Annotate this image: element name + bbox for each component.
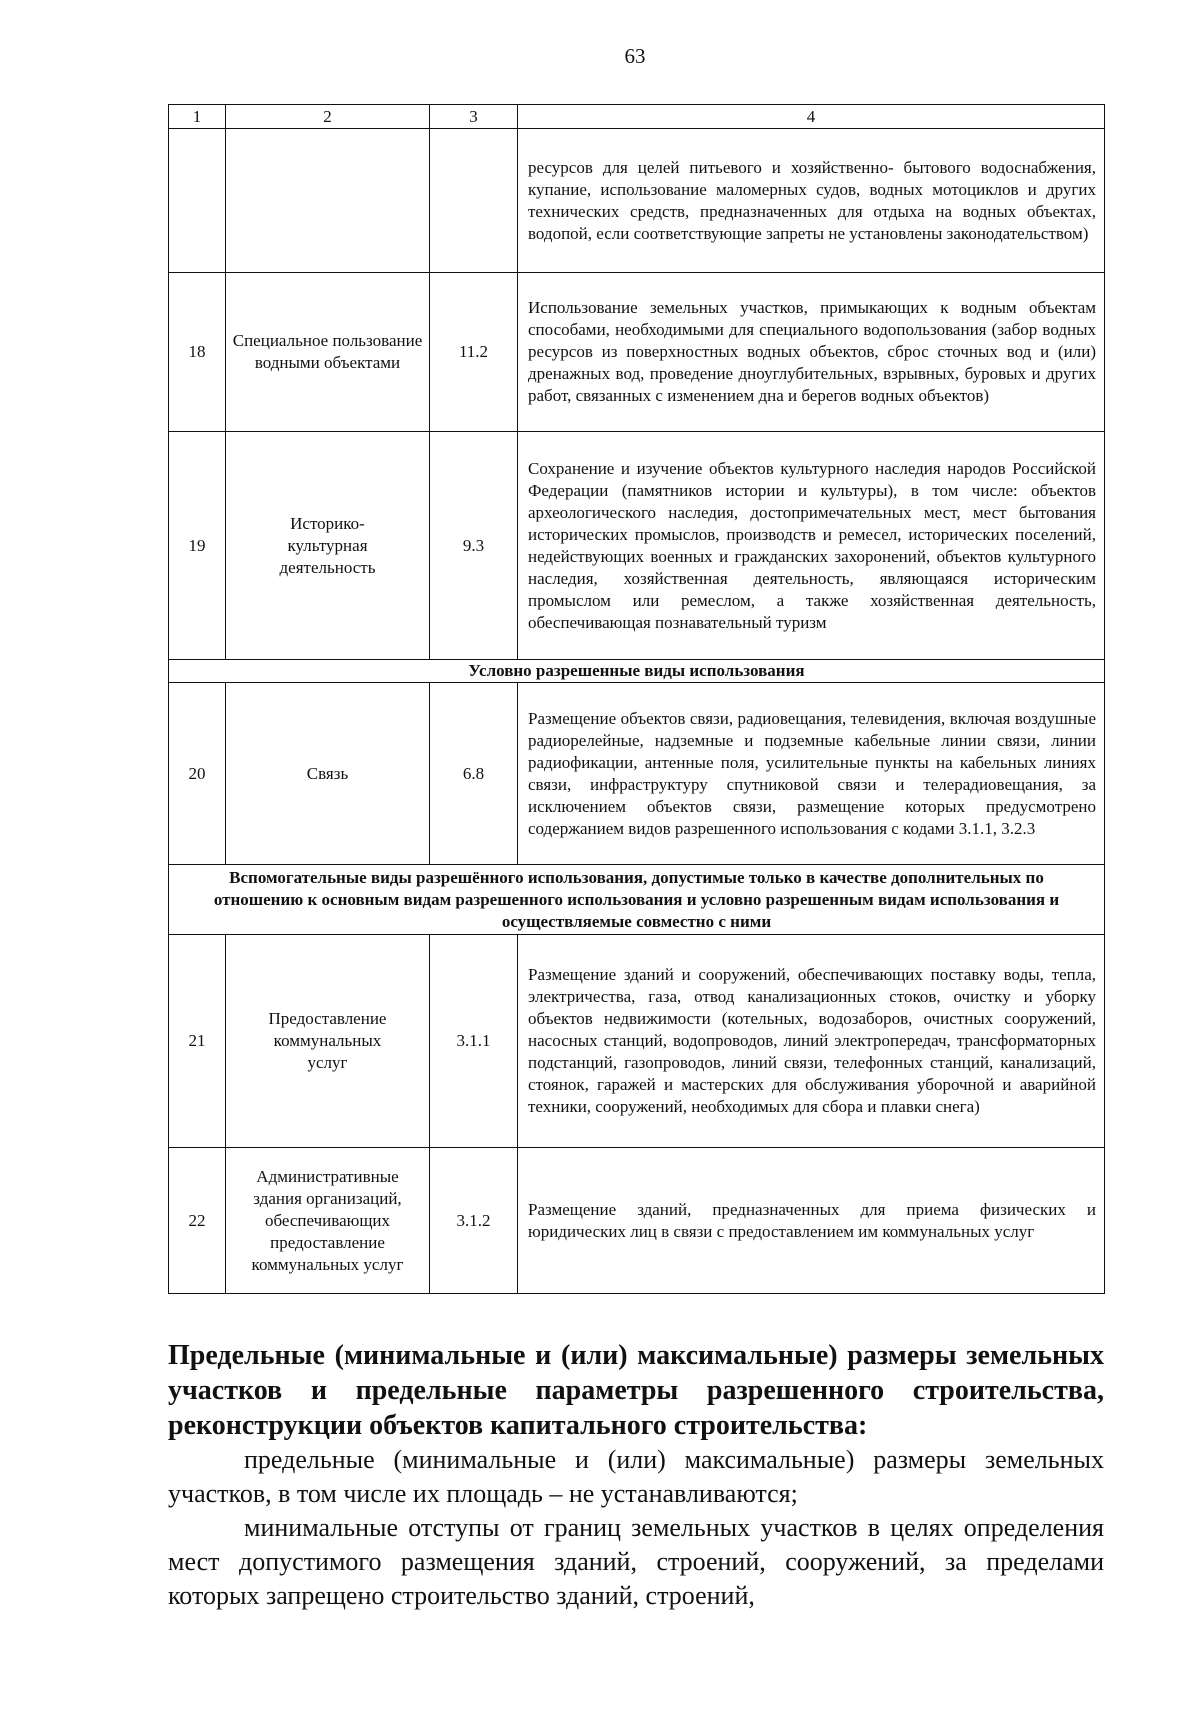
cell-name: Специальное пользование водными объектами — [226, 273, 430, 432]
cell-description: ресурсов для целей питьевого и хозяйственно- бытового водоснабжения, купание, использование маломерных судов, водных мотоциклов и других технических средств, предназначенных для отдыха на водных объектах, водопой, если соответствующие запреты не установлены законодательством) — [518, 129, 1105, 273]
cell-code: 3.1.2 — [430, 1148, 518, 1294]
cell-description: Размещение объектов связи, радиовещания, телевидения, включая воздушные радиорелейные, надземные и подземные кабельные линии связи, линии радиофикации, антенные поля, усилительные пункты на кабельных линиях связи, инфраструктуру спутниковой связи и телерадиовещания, за исключением объектов связи, размещение которых предусмотрено содержанием видов разрешенного использования с кодами 3.1.1, 3.2.3 — [518, 683, 1105, 865]
cell-description: Сохранение и изучение объектов культурного наследия народов Российской Федерации (памятников истории и культуры), в том числе: объектов археологического наследия, достопримечательных мест, мест бытования исторических промыслов, производств и ремесел, исторических поселений, недействующих военных и гражданских захоронений, объектов культурного наследия, хозяйственная деятельность, являющаяся историческим промыслом или ремеслом, а также хозяйственная деятельность, обеспечивающая познавательный туризм — [518, 432, 1105, 660]
column-header: 4 — [518, 105, 1105, 129]
cell-num: 18 — [169, 273, 226, 432]
cell-description: Размещение зданий, предназначенных для приема физических и юридических лиц в связи с предоставлением им коммунальных услуг — [518, 1148, 1105, 1294]
table-row-continuation — [169, 129, 1105, 273]
table-row — [169, 432, 1105, 660]
paragraph: минимальные отступы от границ земельных участков в целях определения мест допустимого размещения зданий, строений, сооружений, за пределами которых запрещено строительство зданий, строений, — [168, 1513, 1104, 1610]
section-heading-parameters: Предельные (минимальные и (или) максимальные) размеры земельных участков и предельные параметры разрешенного строительства, реконструкции объектов капитального строительства: — [168, 1340, 1104, 1441]
cell-description: Размещение зданий и сооружений, обеспечивающих поставку воды, тепла, электричества, газа, отвод канализационных стоков, очистку и уборку объектов недвижимости (котельных, водозаборов, очистных сооружений, насосных станций, водопроводов, линий электропередач, трансформаторных подстанций, газопроводов, линий связи, телефонных станций, канализаций, стоянок, гаражей и мастерских для обслуживания уборочной и аварийной техники, сооружений, необходимых для сбора и плавки снега) — [518, 935, 1105, 1148]
table-row — [169, 1148, 1105, 1294]
table-row — [169, 273, 1105, 432]
section-heading-auxiliary: Вспомогательные виды разрешённого использования, допустимые только в качестве дополнительных по отношению к основным видам разрешенного использования и условно разрешенным видам использования и осуществляемые совместно с ними — [169, 865, 1105, 935]
cell-name: Предоставление коммунальных услуг — [226, 935, 430, 1148]
cell-name: Связь — [226, 683, 430, 865]
cell-description: Использование земельных участков, примыкающих к водным объектам способами, необходимыми для специального водопользования (забор водных ресурсов из поверхностных водных объектов, сброс сточных вод и (или) дренажных вод, проведение дноуглубительных, взрывных, буровых и других работ, связанных с изменением дна и берегов водных объектов) — [518, 273, 1105, 432]
cell-num — [169, 129, 226, 273]
cell-code: 9.3 — [430, 432, 518, 660]
table-header-row — [169, 105, 1105, 129]
cell-name: Историко-культурная деятельность — [226, 432, 430, 660]
land-use-table — [168, 104, 1105, 1294]
cell-code: 3.1.1 — [430, 935, 518, 1148]
column-header: 3 — [430, 105, 518, 129]
cell-code: 6.8 — [430, 683, 518, 865]
column-header: 2 — [226, 105, 430, 129]
page-number: 63 — [624, 44, 646, 68]
cell-num: 19 — [169, 432, 226, 660]
cell-name — [226, 129, 430, 273]
column-header: 1 — [169, 105, 226, 129]
table-row — [169, 683, 1105, 865]
cell-code — [430, 129, 518, 273]
cell-name: Административные здания организаций, обеспечивающих предоставление коммунальных услуг — [226, 1148, 430, 1294]
cell-num: 21 — [169, 935, 226, 1148]
cell-num: 22 — [169, 1148, 226, 1294]
cell-code: 11.2 — [430, 273, 518, 432]
section-heading-conditional: Условно разрешенные виды использования — [169, 660, 1105, 683]
table-row — [169, 935, 1105, 1148]
paragraph: предельные (минимальные и (или) максимальные) размеры земельных участков, в том числе их площадь – не устанавливаются; — [168, 1445, 1104, 1508]
cell-num: 20 — [169, 683, 226, 865]
